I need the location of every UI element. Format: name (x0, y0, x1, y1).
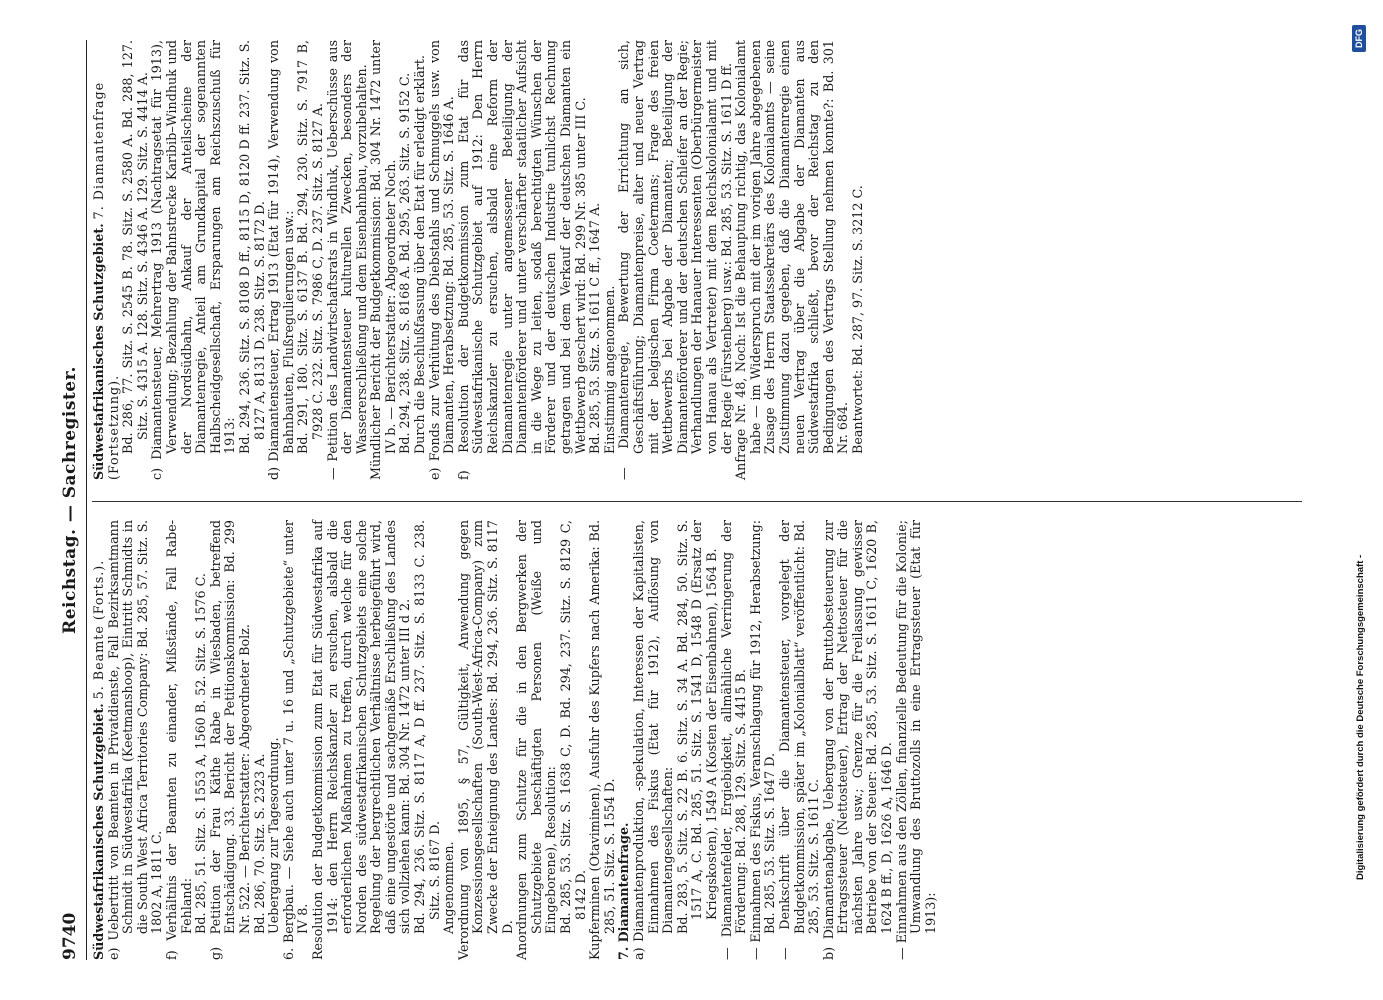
right-heading (92, 40, 121, 480)
entry-line: Durch die Beschlußfassung über den Etat für erledigt erklärt. (412, 55, 428, 454)
entry-line: 7. Diamantenfrage. (616, 822, 632, 960)
column-divider (92, 501, 1302, 502)
entry-line: — Diamantenfelder, Ergiebigkeit, allmähliche Verringerung der Förderung: Bd. 288, 129. Sitz. S. 4415 B. (718, 520, 749, 960)
right-section-title: Südwestafrikanisches Schutzgebiet. (91, 223, 106, 480)
entry-line: d) Diamantensteuer, Ertrag 1913 (Etat für 1914), Verwendung von Bahnbauten, Flußregulierungen usw.: (266, 40, 296, 480)
entry-line: b) Diamantenabgabe, Uebergang von der Bruttobesteuerung zur Ertragssteuer (Nettosteuer), Ertrag der Nettosteuer für die nächsten Jahre usw.; Grenze für die Freilassung gewisser Betriebe von der Steuer: Bd. 285, 53. Sitz. S. 1611 C, 1620 B, 1624 B ff., D, 1626 A, 1646 D. (820, 520, 895, 960)
entry-line: Bd. 286, 70. Sitz. S. 2323 A. (251, 753, 267, 934)
entry-line: Anfrage Nr. 48, Noch: Ist die Behauptung richtig, das Kolonialamt habe — im Widerspruch mit der im vorigen Jahre abgegebenen Zusage des Herrn Staatssekretärs des Kolonialamts — seine Zustimmung dazu gegeben, daß die Diamantenregie einen neuen Vertrag über die Abgabe der Diamanten aus Südwestafrika schließt, bevor der Reichstag zu den Bedingungen des Vertrags Stellung nehmen konnte?: Bd. 301 Nr. 684. (733, 40, 851, 480)
entry-line: Bd. 294, 236. Sitz. S. 8108 D ff., 8115 D, 8120 D ff. 237. Sitz. S. 8127 A, 8131 D. 238. Sitz. S. 8172 D. (236, 40, 267, 454)
left-column (92, 520, 938, 960)
page-header (60, 40, 88, 960)
entry-line: e) Uebertritt von Beamten in Privatdienste, Fall Bezirksamtmann Schmidt in Südwestafrika (Keetmanshoop), Eintritt Schmidts in die South West Africa Territories Company: Bd. 285, 57. Sitz. S. 1802 A, 1811 C. (105, 520, 165, 960)
header-rule (86, 40, 87, 960)
left-heading (92, 520, 107, 960)
entry-line: Angenommen. (441, 841, 457, 934)
entry-line: Kupferminen (Otaviminen), Ausfuhr des Kupfers nach Amerika: Bd. 285, 51. Sitz. S. 1554 D. (587, 520, 617, 960)
left-section-title: Südwestafrikanisches Schutzgebiet. (91, 703, 106, 960)
entry-line: 6. Bergbau. — Siehe auch unter 7 u. 16 und „Schutzgebiete“ unter IV 8. (280, 520, 311, 960)
entry-line: — Diamantenregie, Bewertung der Errichtung an sich, Geschäftsführung; Diamantenpreise, alter und neuer Vertrag mit der belgischen Firma Coetermans; Frage des freien Wettbewerbs bei Abgabe der Diamanten; Beteiligung der Diamantenförderer und der deutschen Schleifer an der Regie; Verhandlungen der Hanauer Interessenten (Oberbürgermeister von Hanau als Vertreter) mit dem Reichskolonialamt und mit der Regie (Fürstenberg) usw.: Bd. 285, 53. Sitz. S. 1611 D ff. (616, 40, 734, 480)
entry-line: a) Diamantenproduktion, -spekulation, Interessen der Kapitalisten, Einnahmen des Fiskus (Etat für 1912), Auflösung von Diamantengesellschaften: (630, 520, 676, 960)
entry-line: — Denkschrift über die Diamantensteuer, vorgelegt der Budgetkommission, später im „Kolonialblatt“ veröffentlicht: Bd. 285, 53. Sitz. S. 1611 C. (776, 520, 822, 960)
dfg-logo: DFG (1352, 25, 1366, 52)
entry-line: g) Petition der Frau Käthe Rabe in Wiesbaden, betreffend Entschädigung. 33. Bericht der Petitionskommission: Bd. 299 Nr. 522. — Berichterstatter: Abgeordneter Bolz. (207, 520, 252, 960)
entry-line: c) Diamantensteuer, Mehrertrag 1913 (Nachtragsetat für 1913), Verwendung; Bezahlung der Bahnstrecke Karibib–Windhuk und der Nordsüdbahn, Ankauf der Anteilscheine der Diamantenregie, Anteil am Grundkapital der sogenannten Halbscheidgesellschaft, Ersparungen am Reichszuschuß für 1913: (149, 40, 238, 480)
running-title: Reichstag. — Sachregister. (60, 366, 80, 634)
right-column (92, 40, 865, 480)
entry-line: Bd. 291, 180. Sitz. S. 6137 B. Bd. 294, 230. Sitz. S. 7917 B, 7928 C. 232. Sitz. S. 7986 C, D. 237. Sitz. S. 8127 A. (295, 40, 325, 454)
digitization-note: Digitalisierung gefördert durch die Deutsche Forschungsgemeinschaft - (1355, 554, 1366, 880)
entry-line: Bd. 283, 5. Sitz. S. 22 B. 6. Sitz. S. 34 A. Bd. 284, 50. Sitz. S. 1517 A, C. Bd. 285, 51. Sitz. S. 1541 D, 1548 D (Ersatz der Kriegskosten), 1549 A (Kosten der Eisenbahnen), 1564 B. (674, 520, 719, 934)
right-subsection-title: 7. Diamantenfrage (Fortsetzung). (91, 81, 121, 480)
entry-line: f) Resolution der Budgetkommission zum Etat für das Südwestafrikanische Schutzgebiet auf 1912: Den Herrn Reichskanzler zu ersuchen, alsbald eine Reform der Diamantenregie unter angemessener Beteiligung der Diamantenförderer und unter verschärfter staatlicher Aufsicht in die Wege zu leiten, sodaß berechtigten Wünschen der Förderer und der deutschen Industrie tunlichst Rechnung getragen und bei dem Verkauf der deutschen Diamanten ein Wettbewerb geschert wird: Bd. 299 Nr. 385 unter III C. (455, 40, 588, 480)
entry-line: — Einnahmen des Fiskus, Veranschlagung für 1912, Herabsetzung: Bd. 285, 53. Sitz. S. 1647 D. (747, 520, 778, 960)
entry-line: Verordnung von 1895, § 57, Gültigkeit, Anwendung gegen Konzessionsgesellschaften (South-West-Africa-Company) zum Zwecke der Enteignung des Landes: Bd. 294, 236. Sitz. S. 8117 D. (455, 520, 515, 960)
entry-line: — Petition des Landwirtschaftsrats in Windhuk, Ueberschüsse aus der Diamantensteuer kulturellen Zwecken, besonders der Wassererschließung und dem Eisenbahnbau, vorzubehalten. (324, 40, 369, 480)
entry-line: Bd. 294, 236. Sitz. S. 8117 A, D ff. 237. Sitz. S. 8133 C. 238. Sitz. S. 8167 D. (412, 520, 442, 934)
entry-line: Beantwortet: Bd. 287, 97. Sitz. S. 3212 C. (849, 185, 865, 454)
entry-line: e) Fonds zur Verhütung des Diebstahls und Schmuggels usw. von Diamanten, Herabsetzung: Bd. 285, 53. Sitz. S. 1646 A. (426, 40, 457, 480)
entry-line: f) Verhältnis der Beamten zu einander, Mißstände, Fall Rabe-Fehland: (163, 520, 194, 960)
entry-line: Anordnungen zum Schutze für die in den Bergwerken der Schutzgebiete beschäftigten Personen (Weiße und Eingeborene), Resolution: (514, 520, 559, 960)
entry-line: — Einnahmen aus den Zöllen, finanzielle Bedeutung für die Kolonie; Umwandlung des Bruttozolls in eine Ertragssteuer (Etat für 1913): (893, 520, 938, 960)
entry-line: Bd. 285, 53. Sitz. S. 1611 C ff., 1647 A. (587, 202, 603, 454)
entry-line: Bd. 286, 77. Sitz. S. 2545 B. 78. Sitz. S. 2580 A. Bd. 288, 127. Sitz. S. 4315 A. 128. Sitz. S. 4346 A. 129. Sitz. S. 4414 A. (120, 40, 150, 454)
left-subsection-title: 5. Beamte (Forts.). (91, 559, 106, 700)
entry-line: Einstimmig angenommen. (601, 285, 617, 454)
entry-line: Uebergang zur Tagesordnung. (266, 737, 282, 934)
page-number: 9740 (60, 912, 80, 960)
entry-line: Mündlicher Bericht der Budgetkommission: Bd. 304 Nr. 1472 unter IV b. — Berichterstatter: Abgeordneter Noch. (368, 40, 398, 480)
entry-line: Bd. 294, 238. Sitz. S. 8168 A. Bd. 295, 263. Sitz. S. 9152 C. (397, 72, 413, 454)
entry-line: Bd. 285, 51. Sitz. S. 1553 A, 1560 B. 52. Sitz. S. 1576 C. (193, 573, 209, 934)
entry-line: Bd. 285, 53. Sitz. S. 1638 C, D. Bd. 294, 237. Sitz. S. 8129 C, 8142 D. (558, 520, 588, 934)
entry-line: Resolution der Budgetkommission zum Etat für Südwestafrika auf 1914: den Herrn Reichskanzler zu ersuchen, alsbald die erforderlichen Maßnahmen zu treffen, durch welche für den Norden des südwestafrikanischen Schutzgebiets eine solche Regelung der bergrechtlichen Verhältnisse herbeigeführt wird, daß eine ungestörte und sachgemäße Erschließung des Landes sich vollziehen kann: Bd. 304 Nr. 1472 unter III d 2. (309, 520, 413, 960)
